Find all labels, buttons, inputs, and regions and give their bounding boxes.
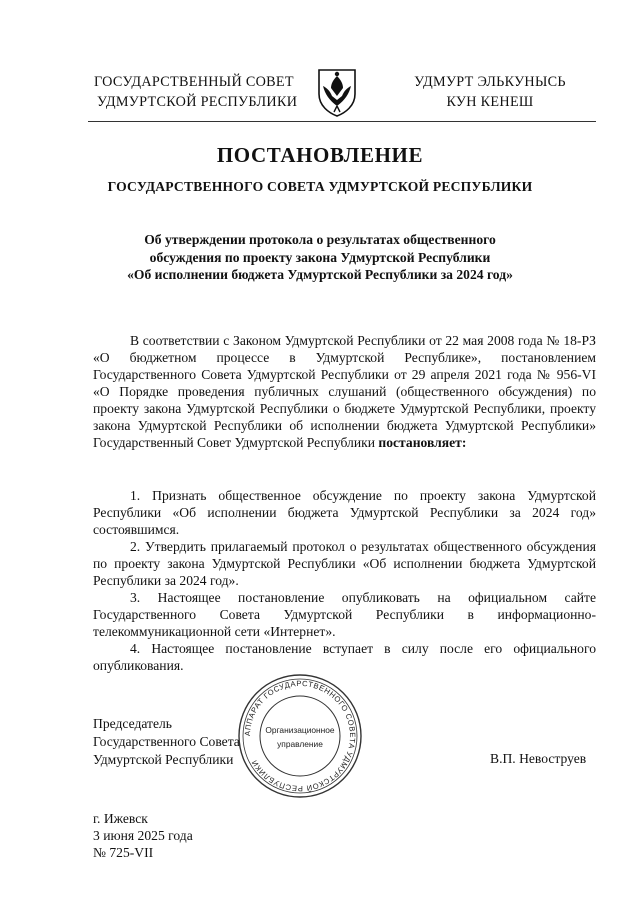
preamble-text: В соответствии с Законом Удмуртской Республики от 22 мая 2008 года № 18-РЗ «О бюджетном процессе в Удмуртской Республике», постановлением Государственного Совета Удмуртской Республики от 29 апреля 2021 года № 956-VI «О Порядке проведения публичных слушаний (общественного обсуждения) по проекту закона Удмуртской Республики о бюджете Удмуртской Республики, проекту закона Удмуртской Республики об исполнении бюджета Удмуртской Республики» Государственный Совет Удмуртской Республики: [93, 333, 596, 450]
preamble: [93, 332, 596, 451]
coat-of-arms-icon: [315, 66, 359, 118]
signature-line3: Удмуртской Республики: [93, 752, 234, 767]
signature-line2: Государственного Совета: [93, 734, 240, 749]
heading-line3: «Об исполнении бюджета Удмуртской Республики за 2024 год»: [127, 267, 513, 282]
signature-line1: Председатель: [93, 716, 172, 731]
document-subtitle: ГОСУДАРСТВЕННОГО СОВЕТА УДМУРТСКОЙ РЕСПУБЛИКИ: [107, 179, 533, 194]
footer-number: № 725-VII: [93, 845, 154, 860]
footer-city: г. Ижевск: [93, 811, 148, 826]
header-left-line1: ГОСУДАРСТВЕННЫЙ СОВЕТ: [94, 74, 294, 90]
stamp-inner-line1: Организационное: [265, 725, 335, 735]
heading-line2: обсуждения по проекту закона Удмуртской Республики: [149, 249, 491, 265]
official-stamp-icon: [236, 672, 364, 800]
heading-line1: Об утверждении протокола о результатах общественного: [144, 232, 496, 247]
signature-block: [93, 715, 240, 769]
resolution-heading: [0, 231, 640, 284]
item-2: 2. Утвердить прилагаемый протокол о результатах общественного обсуждения по проекту закона Удмуртской Республики «Об исполнении бюджета Удмуртской Республики за 2024 год».: [93, 539, 596, 588]
header-left-line2: УДМУРТСКОЙ РЕСПУБЛИКИ: [97, 94, 298, 110]
item-4: 4. Настоящее постановление вступает в силу после его официального опубликования.: [93, 641, 596, 673]
preamble-paragraph: [93, 332, 596, 451]
header-right: [408, 72, 572, 112]
document-footer: [93, 810, 193, 861]
header-right-line1: УДМУРТ ЭЛЬКУНЫСЬ: [414, 74, 566, 90]
header-divider: [88, 121, 596, 122]
item-3: 3. Настоящее постановление опубликовать на официальном сайте Государственного Совета Удмуртской Республики в информационно-телекоммуникационной сети «Интернет».: [93, 590, 596, 639]
document-header: [0, 66, 640, 118]
footer-date: 3 июня 2025 года: [93, 828, 193, 843]
header-right-line2: КУН КЕНЕШ: [446, 94, 534, 110]
signer-name: В.П. Невоструев: [490, 751, 587, 766]
stamp-ring-text: АППАРАТ ГОСУДАРСТВЕННОГО СОВЕТА УДМУРТСКОЙ РЕСПУБЛИКИ: [242, 678, 358, 794]
stamp-inner-line2: управление: [277, 739, 323, 749]
document-title: ПОСТАНОВЛЕНИЕ: [216, 143, 424, 167]
item-1: 1. Признать общественное обсуждение по проекту закона Удмуртской Республики «Об исполнении бюджета Удмуртской Республики за 2024 год» состоявшимся.: [93, 488, 596, 537]
header-left: [94, 72, 297, 112]
preamble-bold: постановляет:: [378, 435, 467, 450]
resolution-items: [93, 487, 596, 674]
